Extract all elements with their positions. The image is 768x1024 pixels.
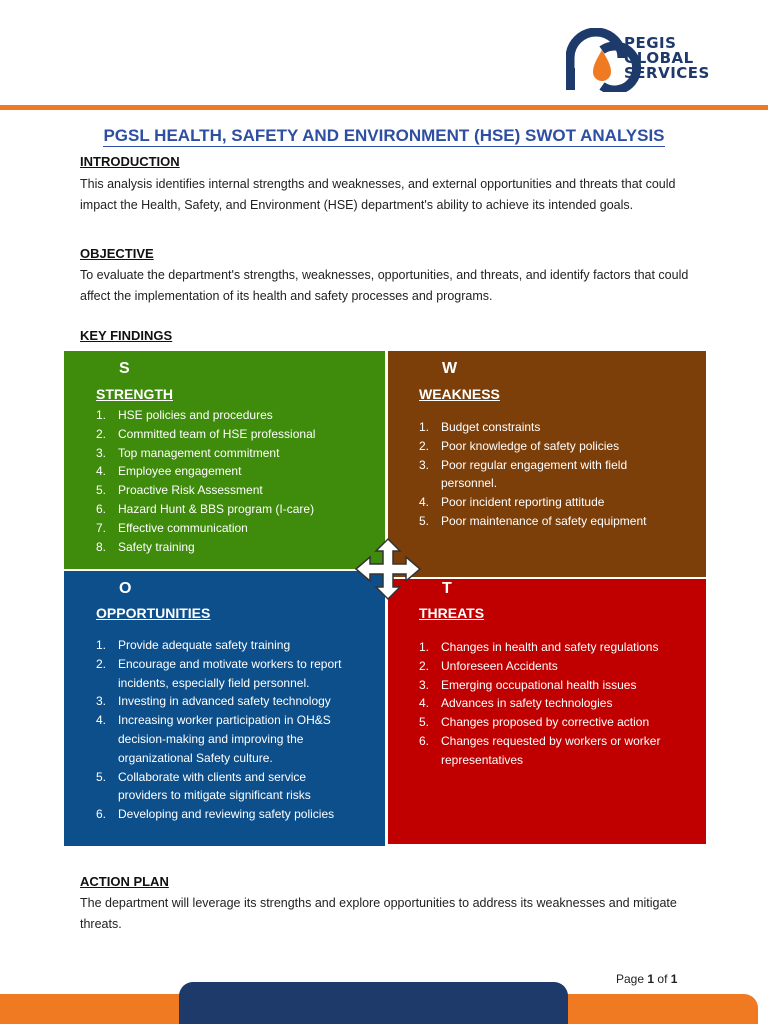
list-item-number: 4. — [96, 713, 107, 728]
list-item-text: Poor maintenance of safety equipment — [441, 513, 647, 528]
key-findings-heading: KEY FINDINGS — [80, 328, 173, 343]
page-number — [616, 972, 677, 986]
list-item-text: Hazard Hunt & BBS program (I-care) — [118, 501, 315, 516]
page-total: 1 — [670, 972, 678, 986]
list-item-number: 6. — [96, 501, 107, 516]
list-item-text: Top management commitment — [118, 445, 280, 460]
list-item-text: Encourage and motivate workers to report incidents, especially field personnel. — [118, 656, 342, 690]
list-item-number: 2. — [419, 438, 430, 453]
list-item — [96, 636, 358, 655]
list-item-number: 1. — [96, 638, 107, 652]
list-item-number: 2. — [419, 658, 430, 673]
list-item-text: Budget constraints — [441, 420, 541, 434]
list-item — [96, 768, 358, 806]
list-item-number: 5. — [96, 769, 107, 784]
list-item-text: Provide adequate safety training — [118, 638, 291, 652]
objective-text: To evaluate the department's strengths, weaknesses, opportunities, and threats, and identify factors that could affect the implementation of its health and safety processes and programs. — [80, 268, 689, 303]
list-item-text: Changes proposed by corrective action — [441, 715, 650, 730]
list-item-number: 1. — [419, 420, 430, 434]
list-item-text: Effective communication — [118, 520, 248, 535]
list-item — [419, 638, 679, 657]
list-item — [419, 732, 679, 770]
list-item-number: 1. — [96, 408, 107, 422]
list-item — [96, 425, 376, 444]
strength-title: STRENGTH — [96, 386, 173, 402]
page-title — [0, 126, 768, 146]
list-item — [96, 500, 376, 519]
list-item — [419, 713, 679, 732]
list-item-text: Employee engagement — [118, 464, 242, 479]
page-current: 1 — [647, 972, 655, 986]
page-title-text: PGSL HEALTH, SAFETY AND ENVIRONMENT (HSE) SWOT ANALYSIS — [103, 126, 665, 145]
threats-title: THREATS — [419, 605, 485, 621]
list-item — [419, 512, 659, 531]
list-item — [96, 692, 358, 711]
list-item-text: HSE policies and procedures — [118, 408, 273, 422]
list-item-text: Poor incident reporting attitude — [441, 495, 605, 510]
logo-line-3: SERVICES — [624, 64, 710, 82]
strength-letter: S — [119, 360, 130, 377]
list-item — [419, 694, 679, 713]
list-item-text: Investing in advanced safety technology — [118, 694, 331, 709]
list-item-number: 4. — [419, 495, 430, 510]
footer-navy-band — [179, 982, 568, 1024]
list-item — [96, 406, 376, 425]
list-item-text: Changes in health and safety regulations — [441, 640, 659, 654]
list-item — [96, 538, 376, 557]
logo-line-1: PEGIS — [624, 34, 677, 52]
list-item — [419, 657, 679, 676]
opportunities-quadrant — [64, 571, 385, 846]
list-item-number: 8. — [96, 539, 107, 554]
list-item — [96, 444, 376, 463]
list-item-number: 3. — [419, 457, 430, 472]
list-item — [96, 462, 376, 481]
list-item-text: Poor knowledge of safety policies — [441, 438, 620, 453]
list-item-number: 6. — [419, 733, 430, 748]
opportunities-list — [96, 636, 358, 824]
list-item-text: Advances in safety technologies — [441, 696, 613, 711]
threats-list — [419, 638, 679, 770]
list-item — [96, 519, 376, 538]
strength-quadrant — [64, 351, 385, 569]
list-item — [419, 493, 659, 512]
list-item — [419, 437, 659, 456]
threats-quadrant — [388, 579, 706, 844]
list-item-number: 5. — [419, 513, 430, 528]
list-item — [419, 456, 659, 494]
list-item-number: 4. — [96, 464, 107, 479]
weakness-title: WEAKNESS — [419, 386, 500, 402]
list-item — [419, 418, 659, 437]
header-divider — [0, 105, 768, 110]
list-item-text: Increasing worker participation in OH&S decision-making and improving the organizational Safety culture. — [118, 713, 331, 765]
threats-letter: T — [442, 580, 452, 597]
introduction-heading: INTRODUCTION — [80, 154, 180, 169]
list-item-text: Proactive Risk Assessment — [118, 483, 263, 498]
opportunities-title: OPPORTUNITIES — [96, 605, 211, 621]
list-item — [96, 805, 358, 824]
list-item-number: 5. — [419, 715, 430, 730]
action-plan-heading: ACTION PLAN — [80, 874, 169, 889]
introduction-text: This analysis identifies internal strengths and weaknesses, and external opportunities and threats that could impact the Health, Safety, and Environment (HSE) department's ability to achieve its intended goals. — [80, 177, 676, 212]
list-item-number: 4. — [419, 696, 430, 711]
list-item-text: Emerging occupational health issues — [441, 677, 637, 692]
list-item-number: 3. — [96, 445, 107, 460]
list-item-text: Poor regular engagement with field personnel. — [441, 457, 628, 491]
list-item — [96, 481, 376, 500]
weakness-letter: W — [442, 360, 458, 377]
list-item-number: 2. — [96, 656, 107, 671]
list-item-number: 3. — [419, 677, 430, 692]
page-label: Page — [616, 972, 645, 986]
four-way-arrow-icon — [354, 537, 422, 601]
list-item-number: 6. — [96, 807, 107, 822]
action-plan-text: The department will leverage its strengths and explore opportunities to address its weaknesses and mitigate threats. — [80, 896, 677, 931]
list-item — [96, 711, 358, 767]
weakness-list — [419, 418, 659, 531]
list-item-text: Changes requested by workers or worker representatives — [441, 733, 661, 767]
list-item-text: Unforeseen Accidents — [441, 658, 558, 673]
list-item-text: Safety training — [118, 539, 195, 554]
weakness-quadrant — [388, 351, 706, 577]
list-item-number: 3. — [96, 694, 107, 709]
list-item-text: Collaborate with clients and service providers to mitigate significant risks — [118, 769, 311, 803]
page-of-label: of — [657, 972, 668, 986]
objective-heading: OBJECTIVE — [80, 246, 154, 261]
list-item-number: 1. — [419, 640, 430, 654]
list-item-number: 2. — [96, 426, 107, 441]
list-item — [419, 676, 679, 695]
logo-wordmark — [624, 36, 710, 81]
strength-list — [96, 406, 376, 556]
logo-line-2: GLOBAL — [624, 49, 694, 67]
list-item-text: Developing and reviewing safety policies — [118, 807, 335, 822]
list-item-text: Committed team of HSE professional — [118, 426, 316, 441]
list-item-number: 5. — [96, 483, 107, 498]
opportunities-letter: O — [119, 580, 132, 597]
list-item — [96, 655, 358, 693]
list-item-number: 7. — [96, 520, 107, 535]
